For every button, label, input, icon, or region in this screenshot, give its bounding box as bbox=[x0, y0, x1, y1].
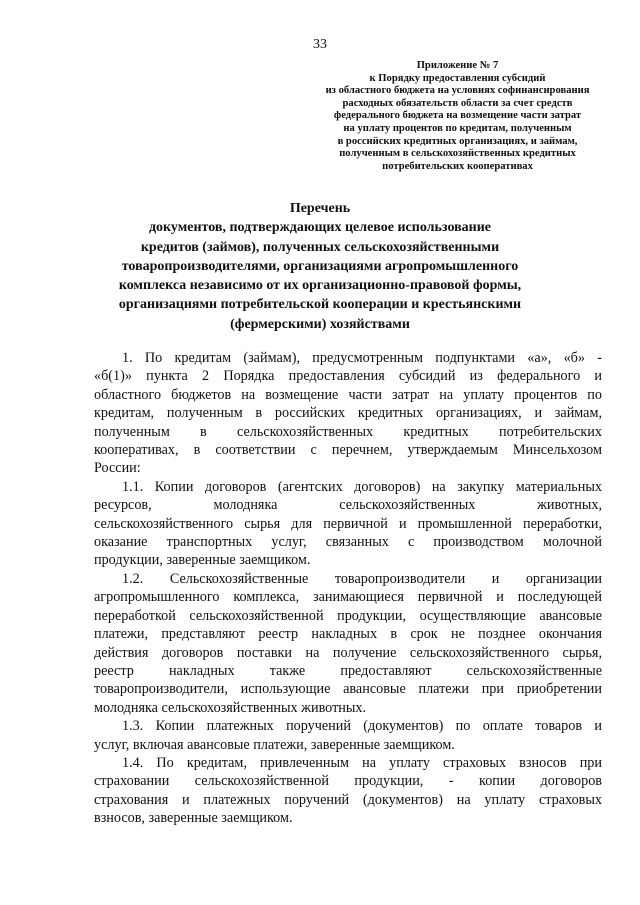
body-line: 1.1. Копии договоров (агентских договоров) на закупку материальных bbox=[122, 478, 602, 495]
body-line: России: bbox=[94, 460, 141, 477]
body-line: действия договоров поставки на получение сельскохозяйственного сырья, bbox=[94, 644, 602, 661]
body-line: реестр накладных также предоставляют сельскохозяйственные bbox=[94, 662, 602, 679]
title-line: комплекса независимо от их организационно-правовой формы, bbox=[118, 278, 522, 294]
document-title bbox=[0, 199, 640, 334]
body-line: 1.3. Копии платежных поручений (документов) по оплате товаров и bbox=[122, 718, 602, 735]
appendix-block bbox=[305, 60, 610, 173]
body-line: услуг, включая авансовые платежи, заверенные заемщиком. bbox=[94, 736, 455, 753]
body-line: взносов, заверенные заемщиком. bbox=[94, 810, 293, 827]
document-body bbox=[94, 349, 602, 828]
body-line: молодняка сельскохозяйственных животных. bbox=[94, 699, 367, 716]
body-line: 1. По кредитам (займам), предусмотренным подпунктами «а», «б» - bbox=[122, 350, 602, 366]
appendix-line: к Порядку предоставления субсидий bbox=[369, 72, 546, 84]
body-line: областного бюджетов на возмещение части затрат на уплату процентов по bbox=[94, 386, 602, 403]
body-line: платежи, представляют реестр накладных в срок не позднее окончания bbox=[94, 626, 602, 643]
appendix-line: федерального бюджета на возмещение части затрат bbox=[333, 110, 582, 122]
appendix-line: Приложение № 7 bbox=[416, 60, 499, 71]
title-line: документов, подтверждающих целевое использование bbox=[148, 220, 492, 236]
appendix-line: в российских кредитных организациях, и займам, bbox=[337, 135, 578, 147]
body-line: агропромышленного комплекса, занимающиеся первичной и последующей bbox=[94, 589, 602, 606]
body-line: страхования и платежных поручений (документов) на уплату страховых bbox=[94, 791, 602, 808]
body-line: полученным в сельскохозяйственных кредитных потребительских bbox=[94, 423, 602, 440]
body-line: 1.2. Сельскохозяйственные товаропроизводители и организации bbox=[122, 570, 602, 587]
title-line: организациями потребительской кооперации и крестьянскими bbox=[118, 297, 522, 313]
body-line: переработкой сельскохозяйственной продукции, осуществляющие авансовые bbox=[94, 607, 602, 624]
title-line: (фермерскими) хозяйствами bbox=[230, 316, 410, 332]
body-line: кооперативах, в соответствии с перечнем, утверждаемым Минсельхозом bbox=[94, 442, 602, 459]
title-line: кредитов (займов), полученных сельскохозяйственными bbox=[140, 239, 500, 255]
appendix-line: на уплату процентов по кредитам, полученным bbox=[343, 122, 572, 134]
body-line: ресурсов, молодняка сельскохозяйственных животных, bbox=[94, 497, 602, 514]
appendix-line: расходных обязательств области за счет средств bbox=[342, 97, 573, 109]
page-number: 33 bbox=[313, 37, 327, 52]
body-line: 1.4. По кредитам, привлеченным на уплату страховых взносов при bbox=[122, 754, 602, 771]
appendix-line: потребительских кооперативах bbox=[382, 160, 533, 172]
title-line: товаропроизводителями, организациями агропромышленного bbox=[121, 258, 519, 274]
body-line: «б(1)» пункта 2 Порядка предоставления субсидий из федерального и bbox=[94, 368, 602, 385]
body-line: товаропроизводители, использующие авансовые платежи при приобретении bbox=[94, 681, 602, 698]
body-line: кредитам, полученным в российских кредитных организациях, и займам, bbox=[94, 405, 602, 422]
body-line: оказание транспортных услуг, связанных с производством молочной bbox=[94, 534, 602, 551]
appendix-line: полученным в сельскохозяйственных кредитных bbox=[339, 148, 576, 160]
title-line: Перечень bbox=[289, 201, 351, 216]
body-line: продукции, заверенные заемщиком. bbox=[94, 552, 311, 569]
body-line: страховании сельскохозяйственной продукции, - копии договоров bbox=[94, 773, 602, 790]
body-line: сельскохозяйственного сырья для первичной и промышленной переработки, bbox=[94, 515, 602, 532]
appendix-line: из областного бюджета на условиях софинансирования bbox=[325, 85, 590, 97]
